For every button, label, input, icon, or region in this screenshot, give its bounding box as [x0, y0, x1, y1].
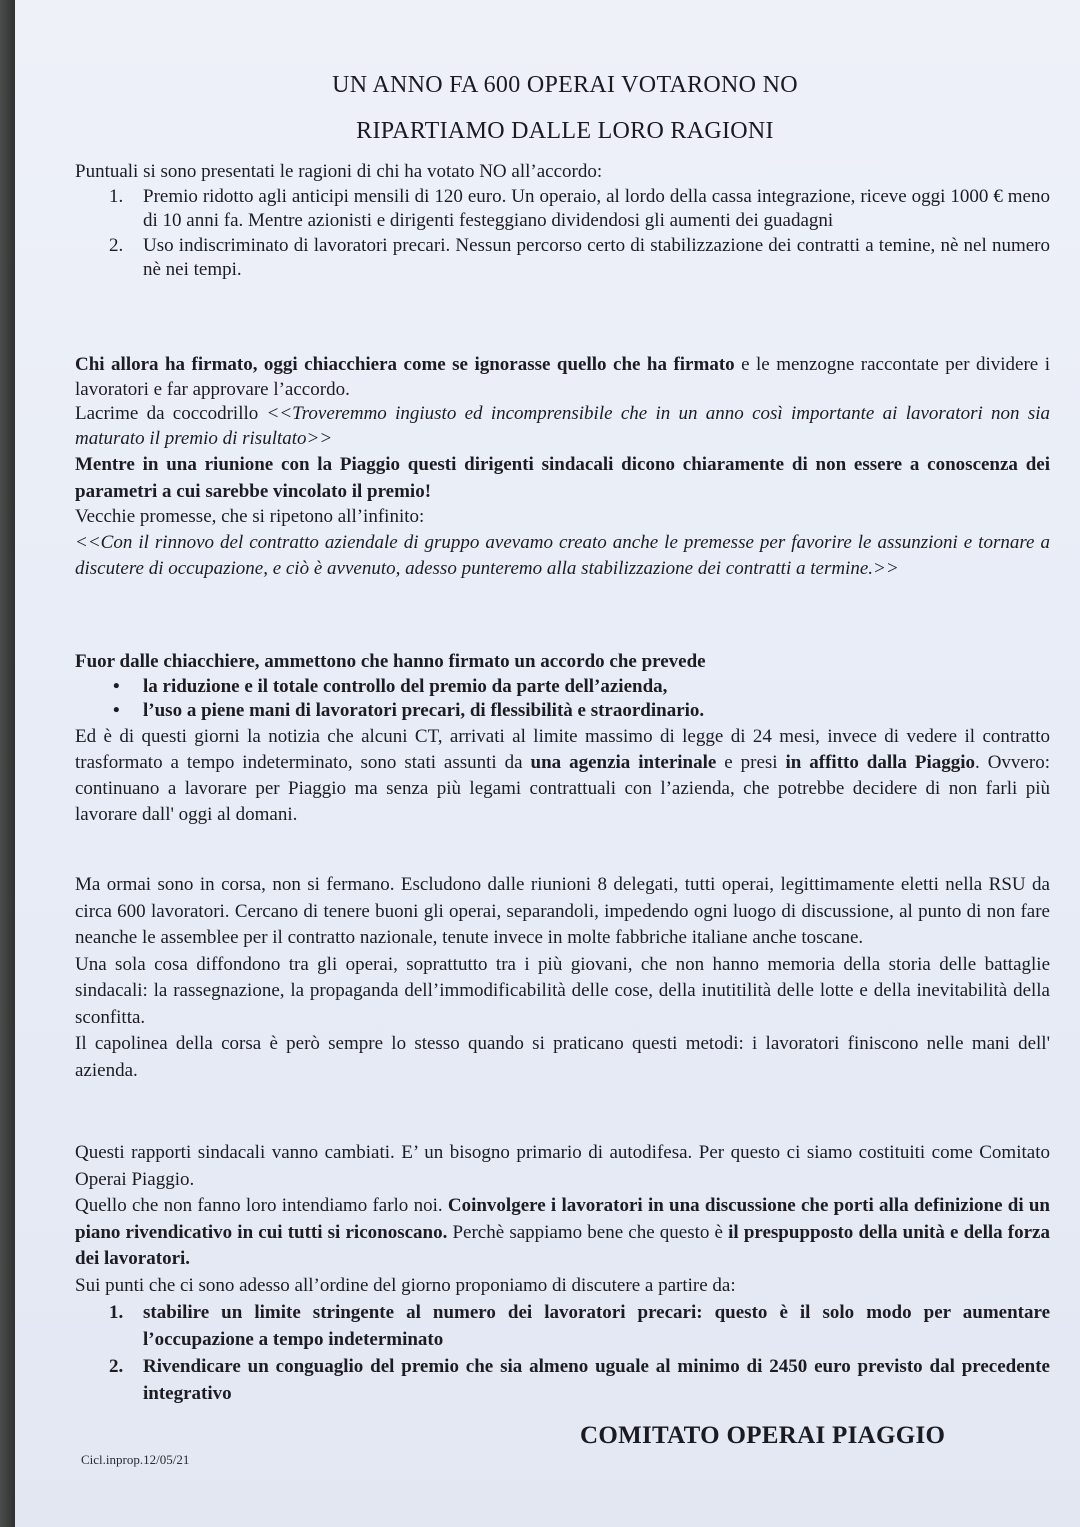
reason-text: Uso indiscriminato di lavoratori precari. Nessun percorso certo di stabilizzazione dei contratti a temine, nè nel numero nè nei tempi. [143, 234, 1050, 281]
corsa-text: Ma ormai sono in corsa, non si fermano. Escludono dalle riunioni 8 delegati, tutti operai, legittimamente eletti nella RSU da circa 600 lavoratori. Cercano di tenere buoni gli operai, separandoli, impedendo ogni luogo di discussione, al punto di non fare neanche le assemblee per il contratto nazionale, tenute invece in molte fabbriche italiane anche toscane. [75, 874, 1050, 948]
capolinea-text: Il capolinea della corsa è però sempre lo stesso quando si praticano questi metodi: i lavoratori finiscono nelle mani dell' azienda. [75, 1033, 1050, 1081]
background-edge [0, 0, 15, 1527]
title-line-1: UN ANNO FA 600 OPERAI VOTARONO NO [332, 72, 798, 98]
ct-paragraph [75, 724, 1050, 828]
punti-text: Sui punti che ci sono adesso all’ordine del giorno proponiamo di discutere a partire da: [75, 1274, 736, 1296]
paragraph-comitato [75, 1140, 1050, 1407]
reason-number: 1. [109, 185, 124, 207]
ct-text: . Ovvero: continuano a lavorare per Piaggio ma senza più legami contrattuali con l’azienda, che potrebbe decidere di non farli più lavorare dall' oggi al domani. [75, 751, 1050, 825]
intro-section [75, 160, 1050, 283]
intro-text: Puntuali si sono presentati le ragioni di chi ha votato NO all’accordo: [75, 161, 603, 182]
ct-bold-agency: una agenzia interinale [530, 751, 717, 773]
bullet-icon: • [113, 700, 120, 722]
flyer-sheet [15, 0, 1080, 1527]
reason-item [75, 185, 1050, 234]
paragraph-corsa [75, 872, 1050, 1084]
rapporti-text: Questi rapporti sindacali vanno cambiati. E’ un bisogno primario di autodifesa. Per questo ci siamo costituiti come Comitato Operai Piaggio. [75, 1142, 1050, 1190]
ct-text: Ed è di questi giorni la notizia che alcuni CT, arrivati al limite massimo di legge di 24 mesi, invece di vedere il contratto trasformato a tempo indeterminato, sono stati assunti da [75, 725, 1050, 773]
bullet-item [75, 675, 1050, 700]
title-line-2: RIPARTIAMO DALLE LORO RAGIONI [356, 118, 774, 144]
statement-rest: e le menzogne raccontate per dividere i lavoratori e far approvare l’accordo. [75, 354, 1050, 400]
accordo-bullets [75, 675, 1050, 724]
reason-item [75, 234, 1050, 283]
presupposto-bold: il prespupposto della unità e della forza dei lavoratori. [75, 1221, 1050, 1269]
coinvolgere-text: Perchè sappiamo bene che questo è [447, 1221, 729, 1243]
mentre-statement: Mentre in una riunione con la Piaggio questi dirigenti sindacali dicono chiaramente di non essere a conoscenza dei parametri a cui sarebbe vincolato il premio! [75, 454, 1050, 503]
proposal-item [75, 1299, 1050, 1353]
bullet-text: la riduzione e il totale controllo del premio da parte dell’azienda, [143, 675, 668, 697]
proposal-text: stabilire un limite stringente al numero dei lavoratori precari: questo è il solo modo per aumentare l’occupazione a tempo indeterminato [143, 1302, 1050, 1350]
paragraph-accordo [75, 650, 1050, 828]
ct-bold-affitto: in affitto dalla Piaggio [785, 751, 976, 773]
signature: COMITATO OPERAI PIAGGIO [580, 1422, 946, 1449]
lacrime-quote: <<Troveremmo ingiusto ed incomprensibile che in un anno così importante ai lavoratori non sia maturato il premio di risultato>> [75, 403, 1050, 449]
bold-statement: Chi allora ha firmato, oggi chiacchiera come se ignorasse quello che ha firmato [75, 354, 735, 375]
reasons-list [75, 185, 1050, 283]
vecchie-quote: <<Con il rinnovo del contratto aziendale di gruppo avevamo creato anche le premesse per favorire le assunzioni e tornare a discutere di occupazione, e ciò è avvenuto, adesso punteremo alla stabilizzazione dei contratti a termine.>> [75, 531, 1050, 579]
proposal-item [75, 1353, 1050, 1407]
proposal-number: 2. [109, 1356, 124, 1377]
reference-code: Cicl.inprop.12/05/21 [81, 1452, 190, 1467]
proposal-text: Rivendicare un conguaglio del premio che sia almeno uguale al minimo di 2450 euro previsto dal precedente integrativo [143, 1356, 1050, 1404]
coinvolgere-bold: Coinvolgere i lavoratori in una discussione che porti alla definizione di un piano rivendicativo in cui tutti si riconoscano. [75, 1195, 1051, 1243]
bullet-icon: • [113, 675, 120, 697]
reason-number: 2. [109, 234, 124, 256]
bullet-text: l’uso a piene mani di lavoratori precari, di flessibilità e straordinario. [143, 700, 705, 722]
coinvolgere-text: Quello che non fanno loro intendiamo farlo noi. [75, 1195, 448, 1216]
proposal-number: 1. [109, 1302, 124, 1323]
ct-text: e presi [716, 751, 786, 773]
bullet-item [75, 699, 1050, 724]
vecchie-promesse: Vecchie promesse, che si ripetono all’infinito: [75, 506, 425, 528]
rassegnazione-text: Una sola cosa diffondono tra gli operai, soprattutto tra i più giovani, che non hanno memoria della storia delle battaglie sindacali: la rassegnazione, la propaganda dell’immodificabilità delle cose, della inutitilità delle lotte e della inevitabilità della sconfitta. [75, 953, 1050, 1028]
coinvolgere-paragraph [75, 1193, 1050, 1273]
lacrime-label: Lacrime da coccodrillo [75, 403, 267, 425]
paragraph-firmato [75, 353, 1050, 582]
proposals-list [75, 1299, 1050, 1407]
reason-text: Premio ridotto agli anticipi mensili di 120 euro. Un operaio, al lordo della cassa integrazione, riceve oggi 1000 € meno di 10 anni fa. Mentre azionisti e dirigenti festeggiano dividendosi gli aumenti dei guadagni [143, 185, 1050, 232]
accordo-lead: Fuor dalle chiacchiere, ammettono che hanno firmato un accordo che prevede [75, 651, 706, 672]
